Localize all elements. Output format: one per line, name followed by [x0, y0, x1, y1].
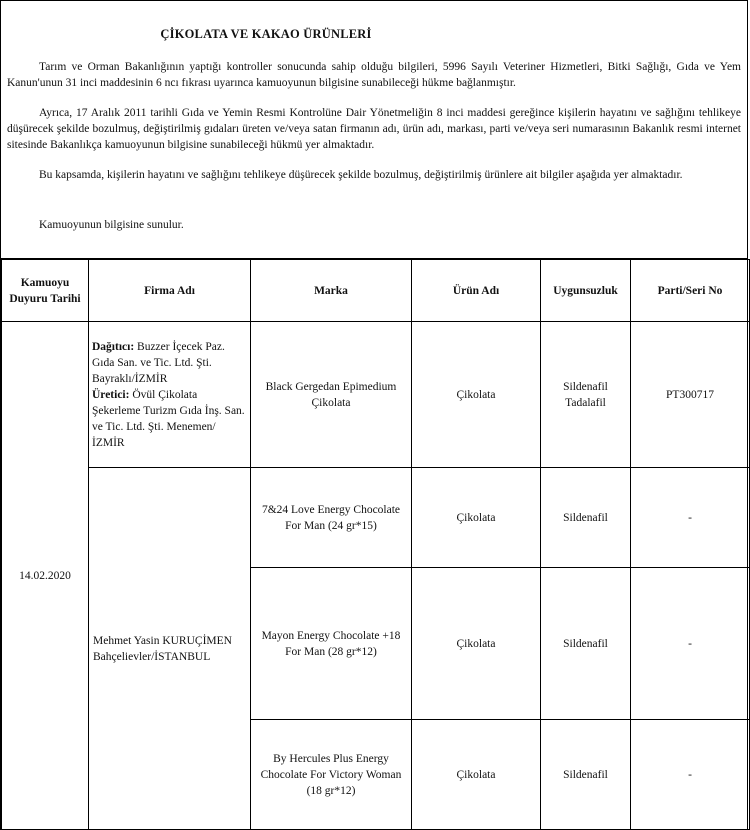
cell-brand: Black Gergedan Epimedium Çikolata [251, 322, 412, 468]
document-title: ÇİKOLATA VE KAKAO ÜRÜNLERİ [160, 27, 372, 41]
header-firm: Firma Adı [89, 260, 251, 322]
cell-batch: - [631, 468, 750, 568]
cell-firm-2: Mehmet Yasin KURUÇİMEN Bahçelievler/İSTANBUL [89, 468, 251, 830]
header-date: Kamuoyu Duyuru Tarihi [2, 260, 89, 322]
distributor-label: Dağıtıcı: [92, 340, 135, 353]
header-batch: Parti/Seri No [631, 260, 750, 322]
producer-label: Üretici: [92, 388, 130, 401]
table-header-row [2, 260, 750, 322]
cell-brand: 7&24 Love Energy Chocolate For Man (24 gr*15) [251, 468, 412, 568]
paragraph-4: Kamuoyunun bilgisine sunulur. [39, 219, 184, 231]
paragraph-1: Tarım ve Orman Bakanlığının yaptığı kontroller sonucunda sahip olduğu bilgileri, 5996 Sayılı Veteriner Hizmetleri, Bitki Sağlığı, Gıda ve Yem Kanun'unun 31 inci maddesinin 6 ncı fıkrası uyarınca kamuoyunun bilgisine sunabileceği hükme bağlanmıştır. [7, 61, 741, 89]
cell-product: Çikolata [412, 720, 541, 830]
cell-batch: PT300717 [631, 322, 750, 468]
cell-product: Çikolata [412, 322, 541, 468]
cell-product: Çikolata [412, 568, 541, 720]
cell-date: 14.02.2020 [2, 322, 89, 830]
table-row [2, 468, 750, 568]
cell-nonconformity: Sildenafil [541, 468, 631, 568]
cell-batch: - [631, 568, 750, 720]
cell-nonconformity: Sildenafil [541, 720, 631, 830]
cell-batch: - [631, 720, 750, 830]
header-product: Ürün Adı [412, 260, 541, 322]
intro-section [1, 1, 747, 259]
header-nonconformity: Uygunsuzluk [541, 260, 631, 322]
cell-product: Çikolata [412, 468, 541, 568]
cell-firm-1 [89, 322, 251, 468]
paragraph-2: Ayrıca, 17 Aralık 2011 tarihli Gıda ve Yemin Resmi Kontrolüne Dair Yönetmeliğin 8 inci maddesi gereğince kişilerin hayatını ve sağlığını tehlikeye düşürecek şekilde bozulmuş, değiştirilmiş gıdaları üreten ve/veya satan firmanın adı, ürün adı, markası, parti ve/veya seri numarasının Bakanlık resmi internet sitesinde Bakanlıkça kamuoyunun bilgisine sunabileceği hükmü yer almaktadır. [7, 107, 741, 151]
paragraph-3: Bu kapsamda, kişilerin hayatını ve sağlığını tehlikeye düşürecek şekilde bozulmuş, değiştirilmiş ürünlere ait bilgiler aşağıda yer almaktadır. [39, 169, 683, 181]
products-table [1, 259, 750, 830]
producer-name: Övül Çikolata Şekerleme Turizm Gıda İnş. San. ve Tic. Ltd. Şti. Menemen/İZMİR [92, 388, 245, 449]
table-row [2, 322, 750, 468]
cell-nonconformity: Sildenafil [541, 568, 631, 720]
distributor-name: Buzzer İçecek Paz. Gıda San. ve Tic. Ltd. Şti. Bayraklı/İZMİR [92, 340, 225, 385]
cell-nonconformity: Sildenafil Tadalafil [541, 322, 631, 468]
header-brand: Marka [251, 260, 412, 322]
cell-brand: By Hercules Plus Energy Chocolate For Victory Woman (18 gr*12) [251, 720, 412, 830]
cell-brand: Mayon Energy Chocolate +18 For Man (28 gr*12) [251, 568, 412, 720]
